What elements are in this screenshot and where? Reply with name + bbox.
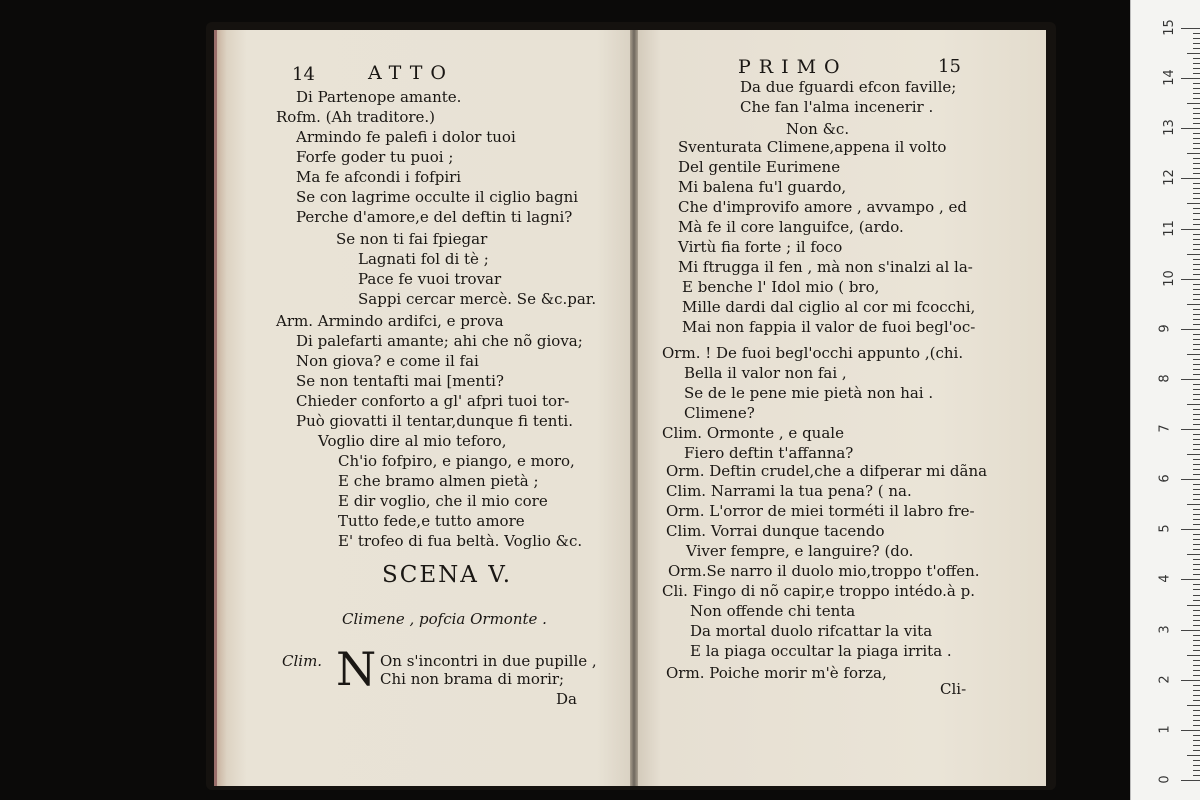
ruler-tick bbox=[1193, 464, 1200, 465]
ruler-tick bbox=[1193, 208, 1200, 209]
ruler-tick bbox=[1193, 640, 1200, 641]
ruler-tick bbox=[1193, 670, 1200, 671]
drop-cap: N bbox=[336, 642, 377, 696]
ruler-label: 3 bbox=[1157, 624, 1173, 634]
right-text-line: Orm. Poiche morir m'è forza, bbox=[666, 664, 887, 682]
ruler-tick bbox=[1193, 68, 1200, 69]
ruler-tick bbox=[1181, 78, 1200, 79]
ruler-tick bbox=[1193, 534, 1200, 535]
ruler-tick bbox=[1193, 559, 1200, 560]
ruler-tick bbox=[1181, 329, 1200, 330]
right-page-number: 15 bbox=[938, 56, 961, 77]
ruler-tick bbox=[1193, 299, 1200, 300]
ruler-tick bbox=[1187, 254, 1200, 255]
right-text-line: Che d'improvifo amore , avvampo , ed bbox=[678, 198, 967, 216]
ruler-tick bbox=[1193, 414, 1200, 415]
left-text-line: Sappi cercar mercè. Se &c.par. bbox=[358, 290, 597, 308]
left-text-line: Se non ti fai fpiegar bbox=[336, 230, 488, 248]
ruler-tick bbox=[1193, 143, 1200, 144]
ruler-tick bbox=[1193, 374, 1200, 375]
ruler-label: 10 bbox=[1161, 269, 1177, 287]
right-text-line: Cli. Fingo di nõ capir,e troppo intédo.à p. bbox=[662, 582, 975, 600]
right-text-line: Viver fempre, e languire? (do. bbox=[686, 542, 914, 560]
ruler-tick bbox=[1193, 439, 1200, 440]
ruler-tick bbox=[1193, 620, 1200, 621]
right-text-line: Da due fguardi efcon faville; bbox=[740, 78, 957, 96]
ruler-tick bbox=[1193, 765, 1200, 766]
measuring-ruler bbox=[1130, 0, 1200, 800]
ruler-tick bbox=[1193, 173, 1200, 174]
right-text-line: Clim. Narrami la tua pena? ( na. bbox=[666, 482, 912, 500]
ruler-tick bbox=[1193, 595, 1200, 596]
ruler-tick bbox=[1193, 499, 1200, 500]
ruler-tick bbox=[1193, 434, 1200, 435]
ruler-tick bbox=[1181, 579, 1200, 580]
left-text-line: Voglio dire al mio teforo, bbox=[318, 432, 507, 450]
ruler-tick bbox=[1193, 168, 1200, 169]
ruler-tick bbox=[1187, 153, 1200, 154]
ruler-tick bbox=[1193, 690, 1200, 691]
ruler-label: 7 bbox=[1157, 424, 1173, 433]
ruler-tick bbox=[1187, 103, 1200, 104]
ruler-tick bbox=[1193, 213, 1200, 214]
ruler-tick bbox=[1193, 665, 1200, 666]
left-text-line: Rofm. (Ah traditore.) bbox=[276, 108, 436, 126]
ruler-tick bbox=[1181, 379, 1200, 380]
left-text-line: Ch'io fofpiro, e piango, e moro, bbox=[338, 452, 575, 470]
ruler-tick bbox=[1193, 584, 1200, 585]
ruler-tick bbox=[1181, 730, 1200, 731]
scene-title: SCENA V. bbox=[382, 562, 513, 588]
right-text-line: Mi ftrugga il fen , mà non s'inalzi al la- bbox=[678, 258, 973, 276]
right-text-line: Del gentile Eurimene bbox=[678, 158, 841, 176]
left-text-line: Armindo fe palefi i dolor tuoi bbox=[296, 128, 516, 146]
right-text-line: Clim. Vorrai dunque tacendo bbox=[666, 522, 885, 540]
ruler-tick bbox=[1193, 645, 1200, 646]
ruler-tick bbox=[1181, 429, 1200, 430]
right-text-line: Climene? bbox=[684, 404, 755, 422]
ruler-tick bbox=[1193, 549, 1200, 550]
ruler-tick bbox=[1193, 93, 1200, 94]
ruler-tick bbox=[1193, 219, 1200, 220]
ruler-tick bbox=[1193, 73, 1200, 74]
ruler-tick bbox=[1187, 454, 1200, 455]
ruler-label: 0 bbox=[1157, 775, 1173, 784]
ruler-tick bbox=[1193, 364, 1200, 365]
ruler-tick bbox=[1193, 384, 1200, 385]
left-text-line: Lagnati fol di tè ; bbox=[358, 250, 489, 268]
ruler-tick bbox=[1193, 569, 1200, 570]
ruler-tick bbox=[1193, 284, 1200, 285]
ruler-tick bbox=[1193, 394, 1200, 395]
ruler-tick bbox=[1193, 419, 1200, 420]
ruler-tick bbox=[1181, 28, 1200, 29]
ruler-label: 8 bbox=[1157, 374, 1173, 383]
ruler-tick bbox=[1187, 705, 1200, 706]
ruler-tick bbox=[1193, 539, 1200, 540]
ruler-tick bbox=[1193, 489, 1200, 490]
ruler-tick bbox=[1193, 700, 1200, 701]
ruler-tick bbox=[1193, 740, 1200, 741]
ruler-tick bbox=[1193, 43, 1200, 44]
ruler-tick bbox=[1193, 589, 1200, 590]
ruler-label: 6 bbox=[1157, 474, 1173, 483]
ruler-tick bbox=[1193, 469, 1200, 470]
ruler-tick bbox=[1193, 319, 1200, 320]
ruler-tick bbox=[1193, 234, 1200, 235]
ruler-tick bbox=[1193, 58, 1200, 59]
ruler-tick bbox=[1193, 98, 1200, 99]
ruler-tick bbox=[1193, 650, 1200, 651]
right-text-line: Mi balena fu'l guardo, bbox=[678, 178, 847, 196]
ruler-tick bbox=[1187, 203, 1200, 204]
ruler-tick bbox=[1193, 344, 1200, 345]
ruler-tick bbox=[1193, 775, 1200, 776]
ruler-tick bbox=[1193, 409, 1200, 410]
ruler-tick bbox=[1193, 750, 1200, 751]
left-text-line: Arm. Armindo ardifci, e prova bbox=[276, 312, 504, 330]
ruler-tick bbox=[1193, 735, 1200, 736]
ruler-tick bbox=[1193, 244, 1200, 245]
ruler-tick bbox=[1193, 635, 1200, 636]
left-text-line: Se con lagrime occulte il ciglio bagni bbox=[296, 188, 579, 206]
verse-line: On s'incontri in due pupille , bbox=[380, 652, 597, 670]
ruler-tick bbox=[1193, 339, 1200, 340]
ruler-tick bbox=[1187, 655, 1200, 656]
ruler-tick bbox=[1193, 444, 1200, 445]
ruler-label: 14 bbox=[1161, 69, 1177, 86]
ruler-tick bbox=[1193, 745, 1200, 746]
ruler-tick bbox=[1193, 544, 1200, 545]
right-text-line: Se de le pene mie pietà non hai . bbox=[684, 384, 934, 402]
ruler-tick bbox=[1193, 484, 1200, 485]
ruler-tick bbox=[1193, 675, 1200, 676]
ruler-tick bbox=[1193, 399, 1200, 400]
right-catchword: Cli- bbox=[940, 680, 967, 698]
left-text-line: Di Partenope amante. bbox=[296, 88, 462, 106]
right-text-line: Mà fe il core languifce, (ardo. bbox=[678, 218, 904, 236]
ruler-tick bbox=[1193, 509, 1200, 510]
right-text-line: Clim. Ormonte , e quale bbox=[662, 424, 844, 442]
ruler-tick bbox=[1193, 148, 1200, 149]
left-catchword: Da bbox=[556, 690, 577, 708]
ruler-tick bbox=[1193, 294, 1200, 295]
ruler-tick bbox=[1193, 198, 1200, 199]
ruler-tick bbox=[1193, 449, 1200, 450]
ruler-tick bbox=[1193, 760, 1200, 761]
left-text-line: Pace fe vuoi trovar bbox=[358, 270, 502, 288]
ruler-tick bbox=[1193, 269, 1200, 270]
ruler-tick bbox=[1193, 514, 1200, 515]
ruler-tick bbox=[1193, 33, 1200, 34]
ruler-tick bbox=[1181, 128, 1200, 129]
speaker-label: Clim. bbox=[282, 652, 323, 670]
left-running-head: ATTO bbox=[368, 62, 454, 84]
ruler-tick bbox=[1193, 83, 1200, 84]
ruler-tick bbox=[1193, 625, 1200, 626]
ruler-tick bbox=[1193, 494, 1200, 495]
right-text-line: Orm.Se narro il duolo mio,troppo t'offen. bbox=[668, 562, 980, 580]
right-text-line: Orm. Deftin crudel,che a difperar mi dãna bbox=[666, 462, 988, 480]
right-text-line: Virtù fia forte ; il foco bbox=[678, 238, 843, 256]
left-text-line: E' trofeo di fua beltà. Voglio &c. bbox=[338, 532, 583, 550]
left-text-line: Ma fe afcondi i fofpiri bbox=[296, 168, 462, 186]
left-page-number: 14 bbox=[292, 64, 315, 85]
left-text-line: Può giovatti il tentar,dunque fi tenti. bbox=[296, 412, 573, 430]
left-text-line: Tutto fede,e tutto amore bbox=[338, 512, 525, 530]
ruler-label: 1 bbox=[1157, 725, 1173, 734]
ruler-label: 13 bbox=[1161, 119, 1177, 137]
right-text-line: Mai non fappia il valor de fuoi begl'oc- bbox=[682, 318, 976, 336]
ruler-tick bbox=[1193, 188, 1200, 189]
ruler-tick bbox=[1193, 88, 1200, 89]
ruler-tick bbox=[1193, 264, 1200, 265]
ruler-tick bbox=[1193, 123, 1200, 124]
ruler-tick bbox=[1193, 685, 1200, 686]
ruler-tick bbox=[1193, 63, 1200, 64]
ruler-tick bbox=[1193, 720, 1200, 721]
ruler-tick bbox=[1187, 554, 1200, 555]
scene-characters: Climene , pofcia Ormonte . bbox=[342, 610, 547, 628]
ruler-tick bbox=[1187, 755, 1200, 756]
right-text-line: Bella il valor non fai , bbox=[684, 364, 847, 382]
left-text-line: Non giova? e come il fai bbox=[296, 352, 479, 370]
ruler-tick bbox=[1193, 289, 1200, 290]
ruler-tick bbox=[1193, 108, 1200, 109]
ruler-label: 12 bbox=[1161, 169, 1177, 187]
ruler-tick bbox=[1193, 359, 1200, 360]
ruler-label: 2 bbox=[1157, 675, 1173, 684]
right-text-line: Da mortal duolo rifcattar la vita bbox=[690, 622, 933, 640]
ruler-tick bbox=[1181, 680, 1200, 681]
right-text-line: Che fan l'alma incenerir . bbox=[740, 98, 934, 116]
ruler-tick bbox=[1193, 274, 1200, 275]
ruler-label: 9 bbox=[1157, 324, 1173, 333]
ruler-tick bbox=[1193, 615, 1200, 616]
ruler-tick bbox=[1193, 138, 1200, 139]
ruler-tick bbox=[1193, 158, 1200, 159]
ruler-tick bbox=[1193, 600, 1200, 601]
ruler-tick bbox=[1181, 630, 1200, 631]
left-text-line: Di palefarti amante; ahi che nõ giova; bbox=[296, 332, 583, 350]
ruler-tick bbox=[1193, 259, 1200, 260]
left-text-line: E che bramo almen pietà ; bbox=[338, 472, 539, 490]
book-gutter bbox=[630, 30, 638, 786]
ruler-tick bbox=[1193, 249, 1200, 250]
ruler-tick bbox=[1193, 113, 1200, 114]
ruler-tick bbox=[1193, 524, 1200, 525]
ruler-label: 15 bbox=[1161, 19, 1177, 36]
ruler-tick bbox=[1193, 334, 1200, 335]
right-text-line: Fiero deftin t'affanna? bbox=[684, 444, 854, 462]
ruler-tick bbox=[1193, 424, 1200, 425]
right-text-line: E benche l' Idol mio ( bro, bbox=[682, 278, 880, 296]
right-text-line: Non offende chi tenta bbox=[690, 602, 856, 620]
ruler-tick bbox=[1193, 193, 1200, 194]
right-text-line: E la piaga occultar la piaga irrita . bbox=[690, 642, 952, 660]
ruler-tick bbox=[1193, 48, 1200, 49]
ruler-tick bbox=[1193, 459, 1200, 460]
ruler-tick bbox=[1181, 178, 1200, 179]
right-running-head: PRIMO bbox=[738, 56, 848, 78]
ruler-tick bbox=[1181, 529, 1200, 530]
ruler-label: 5 bbox=[1157, 524, 1173, 533]
ruler-tick bbox=[1181, 229, 1200, 230]
ruler-tick bbox=[1187, 605, 1200, 606]
ruler-tick bbox=[1193, 133, 1200, 134]
ruler-tick bbox=[1193, 324, 1200, 325]
ruler-tick bbox=[1193, 224, 1200, 225]
ruler-label: 4 bbox=[1157, 574, 1173, 584]
ruler-tick bbox=[1193, 610, 1200, 611]
ruler-tick bbox=[1193, 118, 1200, 119]
ruler-tick bbox=[1193, 314, 1200, 315]
ruler-tick bbox=[1193, 183, 1200, 184]
left-text-line: Se non tentafti mai [menti? bbox=[296, 372, 504, 390]
ruler-tick bbox=[1193, 725, 1200, 726]
ruler-tick bbox=[1181, 479, 1200, 480]
ruler-tick bbox=[1187, 354, 1200, 355]
ruler-tick bbox=[1193, 38, 1200, 39]
ruler-label: 11 bbox=[1161, 219, 1177, 237]
ruler-tick bbox=[1193, 369, 1200, 370]
ruler-tick bbox=[1193, 239, 1200, 240]
right-text-line: Orm. L'orror de miei torméti il labro fre- bbox=[666, 502, 975, 520]
ruler-tick bbox=[1187, 304, 1200, 305]
ruler-tick bbox=[1193, 695, 1200, 696]
left-text-line: E dir voglio, che il mio core bbox=[338, 492, 548, 510]
verse-line: Chi non brama di morir; bbox=[380, 670, 565, 688]
ruler-tick bbox=[1181, 279, 1200, 280]
ruler-tick bbox=[1193, 715, 1200, 716]
ruler-tick bbox=[1187, 504, 1200, 505]
ruler-tick bbox=[1193, 574, 1200, 575]
ruler-tick bbox=[1193, 770, 1200, 771]
ruler-tick bbox=[1193, 710, 1200, 711]
left-text-line: Forfe goder tu puoi ; bbox=[296, 148, 454, 166]
ruler-tick bbox=[1181, 780, 1200, 781]
right-text-line: Mille dardi dal ciglio al cor mi fcocchi, bbox=[682, 298, 976, 316]
right-text-line: Non &c. bbox=[786, 120, 850, 138]
ruler-tick bbox=[1193, 474, 1200, 475]
ruler-tick bbox=[1193, 163, 1200, 164]
ruler-tick bbox=[1187, 53, 1200, 54]
right-text-line: Sventurata Climene,appena il volto bbox=[678, 138, 947, 156]
ruler-tick bbox=[1193, 309, 1200, 310]
ruler-tick bbox=[1193, 349, 1200, 350]
ruler-tick bbox=[1193, 660, 1200, 661]
ruler-tick bbox=[1187, 404, 1200, 405]
left-text-line: Perche d'amore,e del deftin ti lagni? bbox=[296, 208, 573, 226]
ruler-tick bbox=[1193, 519, 1200, 520]
ruler-tick bbox=[1193, 564, 1200, 565]
left-text-line: Chieder conforto a gl' afpri tuoi tor- bbox=[296, 392, 570, 410]
right-text-line: Orm. ! De fuoi begl'occhi appunto ,(chi. bbox=[662, 344, 964, 362]
ruler-tick bbox=[1193, 389, 1200, 390]
